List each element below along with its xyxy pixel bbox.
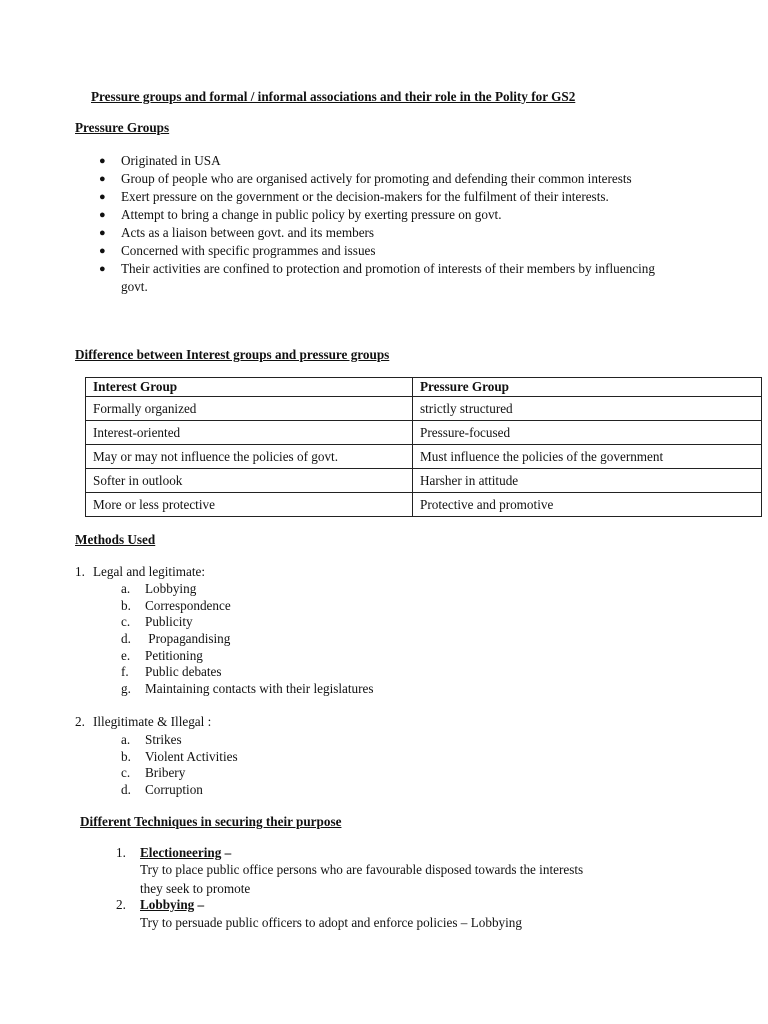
list-item: ● Exert pressure on the government or the decision-makers for the fulfilment of their interests. (99, 189, 609, 204)
list-item: ● Concerned with specific programmes and issues (99, 243, 376, 258)
table-row (86, 445, 762, 469)
table-cell: Formally organized (86, 397, 413, 421)
techniques-heading: Different Techniques in securing their purpose (80, 814, 342, 829)
bullet-icon: ● (99, 155, 106, 167)
table-cell: Protective and promotive (413, 493, 762, 517)
table-cell: Must influence the policies of the government (413, 445, 762, 469)
technique-dash: – (194, 897, 205, 912)
technique-title (140, 845, 231, 861)
bullet-icon: ● (99, 173, 106, 185)
table-cell: strictly structured (413, 397, 762, 421)
table-cell: More or less protective (86, 493, 413, 517)
column-header: Interest Group (86, 378, 413, 397)
bullet-icon: ● (99, 191, 106, 203)
bullet-icon: ● (99, 209, 106, 221)
list-item: ● Group of people who are organised actively for promoting and defending their common interests (99, 171, 632, 186)
method-group-number: 1. (75, 564, 85, 579)
table-row (86, 469, 762, 493)
pressure-groups-list (0, 152, 768, 296)
technique-description: they seek to promote (140, 881, 251, 896)
comparison-table (85, 377, 762, 517)
table-cell: Pressure-focused (413, 421, 762, 445)
technique-term: Electioneering (140, 845, 222, 860)
bullet-icon: ● (99, 245, 106, 257)
technique-term: Lobbying (140, 897, 195, 912)
document-title: Pressure groups and formal / informal associations and their role in the Polity for GS2 (91, 89, 576, 104)
list-item: ● Attempt to bring a change in public policy by exerting pressure on govt. (99, 207, 502, 222)
list-item: ● Acts as a liaison between govt. and its members (99, 225, 375, 240)
bullet-icon: ● (99, 263, 106, 275)
table-header-row (86, 378, 762, 397)
methods-heading: Methods Used (75, 532, 156, 547)
table-row (86, 397, 762, 421)
technique-title (140, 897, 204, 913)
technique-dash: – (221, 845, 232, 860)
technique-number: 1. (116, 845, 126, 860)
list-item: ● Their activities are confined to protection and promotion of interests of their members by influencing govt. (99, 261, 655, 294)
bullet-icon: ● (99, 227, 106, 239)
method-group-title: Legal and legitimate: (93, 564, 206, 579)
table-cell: May or may not influence the policies of govt. (86, 445, 413, 469)
technique-description: Try to persuade public officers to adopt and enforce policies – Lobbying (140, 915, 522, 930)
column-header: Pressure Group (413, 378, 762, 397)
list-item: ● Originated in USA (99, 153, 221, 168)
table-cell: Interest-oriented (86, 421, 413, 445)
difference-heading: Difference between Interest groups and pressure groups (75, 347, 390, 362)
technique-description: Try to place public office persons who are favourable disposed towards the interests (140, 862, 584, 877)
table-cell: Softer in outlook (86, 469, 413, 493)
method-group-number: 2. (75, 714, 85, 729)
pressure-groups-heading: Pressure Groups (75, 120, 170, 135)
table-cell: Harsher in attitude (413, 469, 762, 493)
table-row (86, 421, 762, 445)
technique-number: 2. (116, 897, 126, 912)
table-row (86, 493, 762, 517)
method-group-title: Illegitimate & Illegal : (93, 714, 212, 729)
